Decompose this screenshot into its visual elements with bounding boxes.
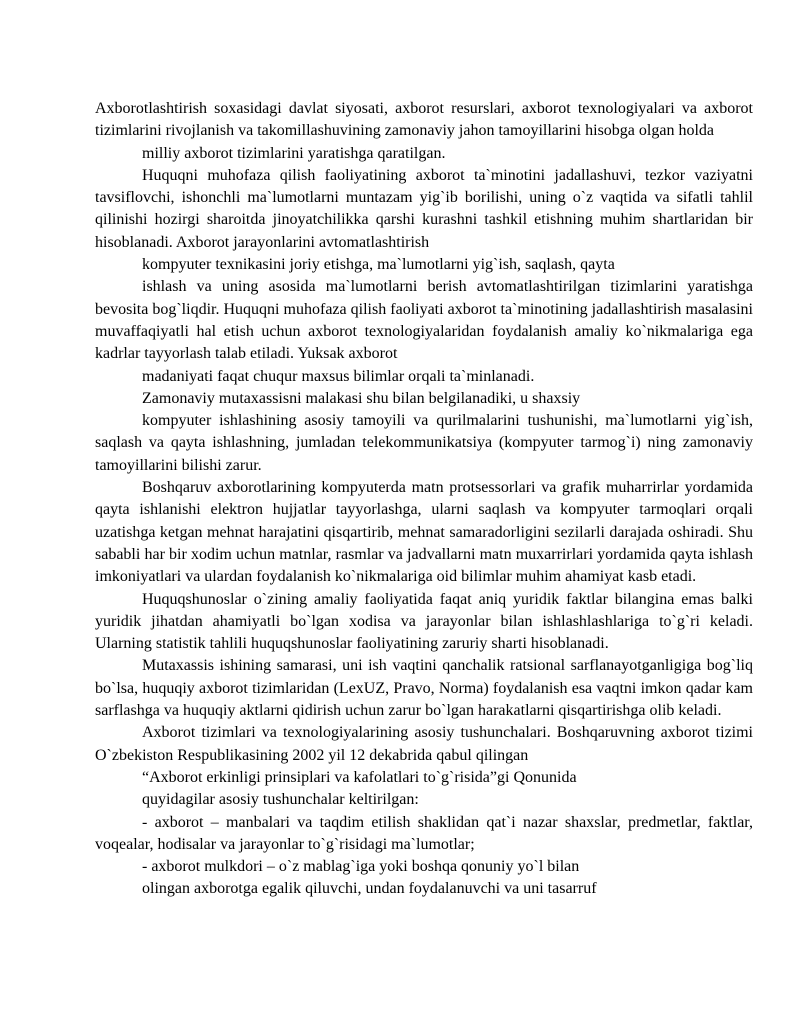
paragraph-3: Huquqni muhofaza qilish faoliyatining axborot ta`minotini jadallashuvi, tezkor vaziyatni tavsiflovchi, ishonchli ma`lumotlarni muntazam yig`ib borilishi, uning o`z vaqtida va sifatli tahlil qilinishi hozirgi sharoitda jinoyatchilikka qarshi kurashni tashkil etishning muhim shartlaridan bir hisoblanadi. Axborot jarayonlarini avtomatlashtirish (95, 166, 753, 251)
paragraph-14: quyidagilar asosiy tushunchalar keltirilgan: (142, 791, 419, 809)
paragraph-5: ishlash va uning asosida ma`lumotlarni berish avtomatlashtirilgan tizimlarini yaratishga bevosita bog`liqdir. Huquqni muhofaza qilish faoliyati axborot ta`minotining jadallashtirish masalasini muvaffaqiyatli hal etish uchun axborot texnologiyalaridan foydalanish amaliy ko`nikmalariga ega kadrlar tayyorlash talab etiladi. Yuksak axborot (95, 278, 753, 363)
paragraph-11: Mutaxassis ishining samarasi, uni ish vaqtini qanchalik ratsional sarflanayotganligiga bog`liq bo`lsa, huquqiy axborot tizimlaridan (LexUZ, Pravo, Norma) foydalanish esa vaqtni imkon qadar kam sarflashga va huquqiy aktlarni qidirish uchun zarur bo`lgan harakatlarni qisqartirishga olib keladi. (95, 657, 753, 720)
paragraph-9: Boshqaruv axborotlarining kompyuterda matn protsessorlari va grafik muharrirlar yordamida qayta ishlanishi elektron hujjatlar tayyorlashga, ularni saqlash va kompyuter tarmoqlari orqali uzatishga ketgan mehnat harajatini qisqartirib, mehnat samaradorligini sezilarli darajada oshiradi. Shu sababli har bir xodim uchun matnlar, rasmlar va jadvallarni matn muxarrirlari yordamida qayta ishlash imkoniyatlari va ulardan foydalanish ko`nikmalariga oid bilimlar muhim ahamiyat kasb etadi. (95, 479, 753, 586)
paragraph-17: olingan axborotga egalik qiluvchi, undan foydalanuvchi va uni tasarruf (142, 880, 597, 898)
paragraph-1: Axborotlashtirish soxasidagi davlat siyosati, axborot resurslari, axborot texnologiyalari va axborot tizimlarini rivojlanish va takomillashuvining zamonaviy jahon tamoyillarini hisobga olgan holda (95, 100, 753, 140)
paragraph-7: Zamonaviy mutaxassisni malakasi shu bilan belgilanadiki, u shaxsiy (142, 389, 581, 407)
paragraph-8: kompyuter ishlashining asosiy tamoyili va qurilmalarini tushunishi, ma`lumotlarni yig`ish, saqlash va qayta ishlashning, jumladan telekommunikatsiya (kompyuter tarmog`i) ning zamonaviy tamoyillarini bilishi zarur. (95, 412, 753, 474)
paragraph-15: - axborot – manbalari va taqdim etilish shaklidan qat`i nazar shaxslar, predmetlar, faktlar, voqealar, hodisalar va jarayonlar to`g`risidagi ma`lumotlar; (95, 813, 753, 853)
paragraph-12: Axborot tizimlari va texnologiyalarining asosiy tushunchalari. Boshqaruvning axborot tizimi O`zbekiston Respublikasining 2002 yil 12 dekabrida qabul qilingan (95, 724, 753, 764)
paragraph-10: Huquqshunoslar o`zining amaliy faoliyatida faqat aniq yuridik faktlar bilangina emas balki yuridik jihatdan ahamiyatli bo`lgan xodisa va jarayonlar bilan ishlashlashlariga to`g`ri keladi. Ularning statistik tahlili huquqshunoslar faoliyatining zaruriy sharti hisoblanadi. (95, 590, 753, 653)
paragraph-2: milliy axborot tizimlarini yaratishga qaratilgan. (142, 144, 446, 162)
document-page (95, 98, 753, 901)
paragraph-16: - axborot mulkdori – o`z mablag`iga yoki boshqa qonuniy yo`l bilan (142, 858, 580, 876)
paragraph-13: “Axborot erkinligi prinsiplari va kafolatlari to`g`risida”gi Qonunida (142, 768, 577, 786)
paragraph-6: madaniyati faqat chuqur maxsus bilimlar orqali ta`minlanadi. (142, 367, 535, 385)
paragraph-4: kompyuter texnikasini joriy etishga, ma`lumotlarni yig`ish, saqlash, qayta (142, 256, 615, 274)
